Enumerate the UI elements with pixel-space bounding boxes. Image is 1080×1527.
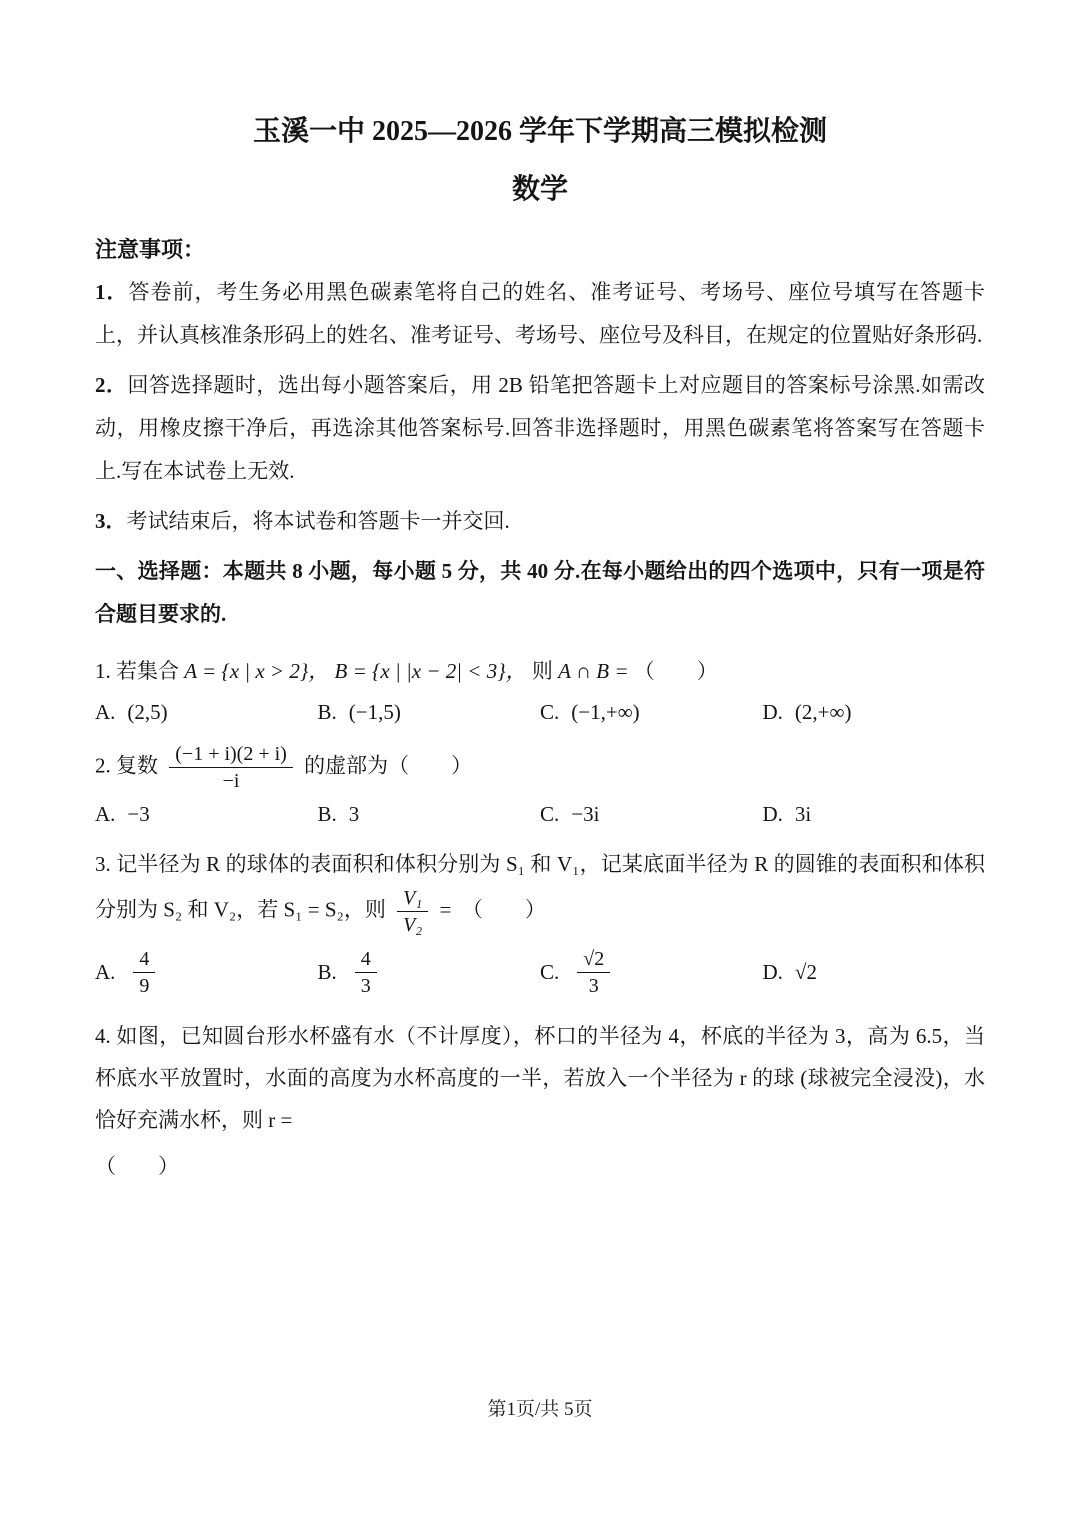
q1-option-d <box>763 700 986 725</box>
fraction-denominator: 9 <box>139 974 150 997</box>
q1-option-b <box>318 700 541 725</box>
option-value: (−1,5) <box>348 699 401 724</box>
question-3-stem <box>95 843 985 938</box>
notice-heading: 注意事项： <box>95 236 206 262</box>
notice-item-3 <box>95 500 985 543</box>
notice-3-text: 考试结束后，将本试卷和答题卡一并交回. <box>126 508 510 533</box>
fraction-numerator: √2 <box>577 946 610 973</box>
q1-set-b-expression: B = {x | |x − 2| < 3}， <box>334 658 527 683</box>
fraction-denominator: V₂ <box>403 913 423 936</box>
q1-option-c <box>540 700 763 725</box>
q3-option-d <box>763 960 986 985</box>
q1-set-a-expression: A = {x | x > 2}， <box>184 658 330 683</box>
q3-number: 3. <box>95 851 111 876</box>
question-2-options <box>95 802 985 827</box>
option-label: C. <box>540 801 560 826</box>
question-4 <box>95 1015 985 1187</box>
option-value: √2 <box>794 959 817 984</box>
question-4-stem <box>95 1015 985 1141</box>
option-value: 3i <box>794 801 812 826</box>
question-1-stem <box>95 650 985 692</box>
option-value: (2,+∞) <box>794 699 852 724</box>
question-2-stem <box>95 741 985 794</box>
option-value: 3 <box>348 801 360 826</box>
q3-tail-text: = （ ） <box>439 897 546 922</box>
exam-subject: 数学 <box>511 173 568 205</box>
q2-number: 2. <box>95 753 111 778</box>
fraction-denominator: 3 <box>360 974 371 997</box>
q1-number: 1. <box>95 658 111 683</box>
question-3-options <box>95 946 985 999</box>
option-value: (2,5) <box>127 699 168 724</box>
q2-complex-fraction <box>169 741 293 794</box>
question-3 <box>95 843 985 999</box>
exam-title: 玉溪一中 2025—2026 学年下学期高三模拟检测 <box>252 116 827 147</box>
question-2 <box>95 741 985 827</box>
q2-option-a <box>95 802 318 827</box>
q4-number: 4. <box>95 1023 111 1048</box>
q3-text: 记半径为 R 的球体的表面积和体积分别为 S₁ 和 V₁，记某底面半径为 R 的圆锥的表面积和体积分别为 S₂ 和 V₂，若 S₁ = S₂，则 <box>95 851 986 922</box>
notice-3-number: 3． <box>95 508 127 533</box>
question-1 <box>95 650 985 725</box>
option-label: A. <box>95 801 116 826</box>
q2-tail-text: 的虚部为（ ） <box>304 753 473 778</box>
q3-option-c <box>540 946 763 999</box>
option-label: A. <box>95 699 116 724</box>
q2-lead-text: 复数 <box>116 753 158 778</box>
option-label: B. <box>317 801 337 826</box>
fraction-denominator: 3 <box>588 974 599 997</box>
option-value: (−1,+∞) <box>571 699 640 724</box>
q3-volume-ratio-fraction <box>397 885 428 938</box>
notice-2-text: 回答选择题时，选出每小题答案后，用 2B 铅笔把答题卡上对应题目的答案标号涂黑.如需改动，用橡皮擦干净后，再选涂其他答案标号.回答非选择题时，用黑色碳素笔将答案写在答题卡上.写在本试卷上无效. <box>95 372 985 483</box>
q3-option-a <box>95 946 318 999</box>
fraction-numerator: V₁ <box>397 885 428 912</box>
notice-item-2 <box>95 364 985 493</box>
notice-1-number: 1． <box>95 279 129 304</box>
option-label: B. <box>317 959 337 984</box>
option-label: D. <box>762 801 783 826</box>
fraction-numerator: 4 <box>355 946 377 973</box>
option-label: C. <box>540 959 560 984</box>
option-fraction <box>577 946 610 999</box>
option-fraction <box>133 946 155 999</box>
notice-2-number: 2． <box>95 372 128 397</box>
option-label: B. <box>317 699 337 724</box>
q2-option-c <box>540 802 763 827</box>
fraction-denominator: −i <box>222 769 240 792</box>
q4-text: 如图，已知圆台形水杯盛有水（不计厚度），杯口的半径为 4，杯底的半径为 3，高为 6.5，当杯底水平放置时，水面的高度为水杯高度的一半，若放入一个半径为 r 的球 (球被完全浸没)，水恰好充满水杯，则 r = <box>95 1023 985 1132</box>
q1-option-a <box>95 700 318 725</box>
option-value: −3 <box>127 801 150 826</box>
q1-intersection-expression: A ∩ B = <box>558 658 629 683</box>
fraction-numerator: 4 <box>133 946 155 973</box>
notice-1-text: 答卷前，考生务必用黑色碳素笔将自己的姓名、准考证号、考场号、座位号填写在答题卡上，并认真核准条形码上的姓名、准考证号、考场号、座位号及科目，在规定的位置贴好条形码. <box>95 279 986 347</box>
q3-option-b <box>318 946 541 999</box>
option-value: −3i <box>571 801 600 826</box>
question-1-options <box>95 700 985 725</box>
page-footer: 第1页/共 5页 <box>487 1399 593 1420</box>
q4-answer-paren: （ ） <box>95 1153 179 1178</box>
option-fraction <box>355 946 377 999</box>
fraction-numerator: (−1 + i)(2 + i) <box>169 741 293 768</box>
option-label: C. <box>540 699 560 724</box>
q2-option-b <box>318 802 541 827</box>
option-label: D. <box>762 699 783 724</box>
notice-item-1 <box>95 271 985 357</box>
q1-lead-text: 若集合 <box>116 658 179 683</box>
q1-answer-paren: （ ） <box>633 658 718 683</box>
q1-mid-text: 则 <box>531 658 553 683</box>
option-label: A. <box>95 959 116 984</box>
option-label: D. <box>762 959 783 984</box>
q2-option-d <box>763 802 986 827</box>
section-1-heading: 一、选择题：本题共 8 小题，每小题 5 分，共 40 分.在每小题给出的四个选项中，只有一项是符合题目要求的. <box>95 558 985 626</box>
